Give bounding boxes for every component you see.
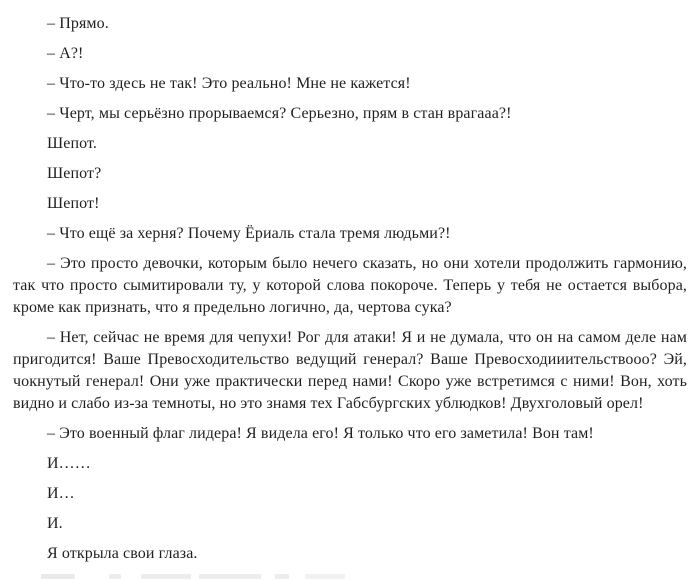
dialogue-paragraph-2: – Нет, сейчас не время для чепухи! Рог для атаки! Я и не думала, что он на самом деле нам пригодится! Ваше Превосходительство ведущий генерал? Ваше Превосходииительствооо? Эй, чокнутый генерал! Они уже практически перед нами! Скоро уже встретимся с ними! Вон, хоть видно и слабо из-за темноты, но это знамя тех Габсбургских ублюдков! Двухголовый орел!: [13, 329, 687, 412]
dialogue-paragraph-1: – Это просто девочки, которым было нечего сказать, но они хотели продолжить гармонию, так что просто сымитировали ту, у которой слова покороче. Теперь у тебя не остается выбора, кроме как признать, что я предельно логично, да, чертова сука?: [13, 255, 687, 316]
ellipsis-line-3: И.: [47, 515, 63, 532]
ellipsis-line-1: И……: [47, 455, 91, 472]
ellipsis-line-2: И…: [47, 485, 75, 502]
text-block: [13, 13, 687, 573]
cutoff-glyph-fragment: [305, 574, 345, 579]
narration-line-1: Шепот.: [47, 135, 97, 152]
cutoff-glyph-fragment: [141, 574, 191, 579]
cutoff-glyph-fragment: [41, 574, 75, 579]
cutoff-glyph-fragment: [275, 574, 289, 579]
dialogue-line-1: – Прямо.: [47, 15, 109, 32]
dialogue-line-5: – Что ещё за херня? Почему Ёриаль стала тремя людьми?!: [47, 225, 451, 242]
cutoff-glyph-fragment: [199, 574, 261, 579]
dialogue-line-3: – Что-то здесь не так! Это реально! Мне не кажется!: [47, 75, 411, 92]
dialogue-line-6: – Это военный флаг лидера! Я видела его! Я только что его заметила! Вон там!: [47, 425, 594, 442]
dialogue-line-2: – А?!: [47, 45, 84, 62]
cutoff-text-line: [13, 573, 687, 580]
narration-line-2: Шепот?: [47, 165, 102, 182]
cutoff-glyph-fragment: [109, 574, 121, 579]
dialogue-line-4: – Черт, мы серьёзно прорываемся? Серьезно, прям в стан врагааа?!: [47, 105, 512, 122]
narration-line-3: Шепот!: [47, 195, 100, 212]
narration-line-4: Я открыла свои глаза.: [47, 545, 198, 562]
